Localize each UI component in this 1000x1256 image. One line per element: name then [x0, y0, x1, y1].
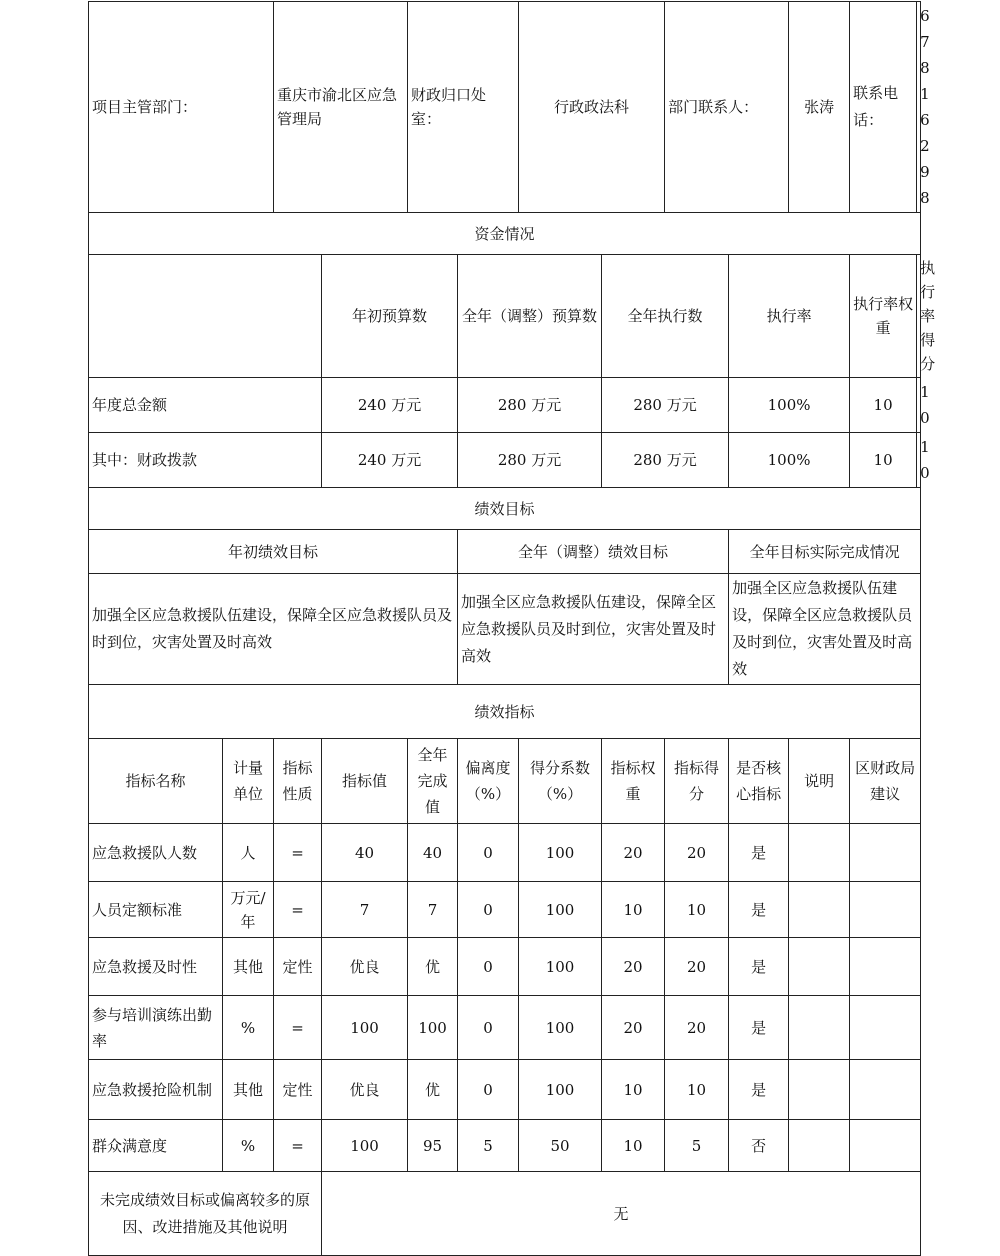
funds-col-adjusted: 全年（调整）预算数	[458, 255, 602, 378]
ind-nature: =	[274, 824, 322, 882]
goals-actual-text: 加强全区应急救援队伍建设，保障全区应急救援队员及时到位，灾害处置及时高效	[729, 574, 921, 685]
indicator-row	[89, 938, 921, 996]
indicators-header-row	[89, 739, 921, 824]
ind-unit: %	[223, 996, 274, 1060]
ind-col-score: 指标得分	[665, 739, 729, 824]
ind-unit: 其他	[223, 938, 274, 996]
indicator-row	[89, 1060, 921, 1120]
ind-name: 应急救援抢险机制	[89, 1060, 223, 1120]
goals-col-initial: 年初绩效目标	[89, 530, 458, 574]
ind-nature: =	[274, 882, 322, 938]
funds-cell: 240 万元	[322, 378, 458, 433]
ind-deviation: 0	[458, 1060, 519, 1120]
ind-target: 7	[322, 882, 408, 938]
ind-deviation: 0	[458, 824, 519, 882]
funds-col-score: 执行率得分	[917, 255, 921, 378]
contact-value: 张涛	[789, 2, 850, 213]
goals-col-actual: 全年目标实际完成情况	[729, 530, 921, 574]
performance-evaluation-table	[88, 1, 936, 1256]
funds-col-weight: 执行率权重	[850, 255, 917, 378]
ind-unit: 人	[223, 824, 274, 882]
funds-cell: 10	[850, 433, 917, 488]
ind-deviation: 0	[458, 996, 519, 1060]
funds-header-row	[89, 255, 921, 378]
goals-initial-text: 加强全区应急救援队伍建设，保障全区应急救援队员及时到位，灾害处置及时高效	[89, 574, 458, 685]
ind-nature: 定性	[274, 1060, 322, 1120]
ind-suggestion	[850, 1060, 921, 1120]
ind-suggestion	[850, 882, 921, 938]
ind-completed: 40	[408, 824, 458, 882]
ind-name: 参与培训演练出勤率	[89, 996, 223, 1060]
funds-col-rate: 执行率	[729, 255, 850, 378]
goals-header-row	[89, 530, 921, 574]
footer-row	[89, 1172, 921, 1256]
ind-col-core: 是否核心指标	[729, 739, 789, 824]
ind-score: 10	[665, 882, 729, 938]
ind-col-name: 指标名称	[89, 739, 223, 824]
goals-adjusted-text: 加强全区应急救援队伍建设，保障全区应急救援队员及时到位，灾害处置及时高效	[458, 574, 729, 685]
ind-note	[789, 1120, 850, 1172]
ind-note	[789, 996, 850, 1060]
dept-value: 重庆市渝北区应急管理局	[274, 2, 408, 213]
ind-completed: 7	[408, 882, 458, 938]
funds-section-title: 资金情况	[89, 213, 921, 255]
contact-label: 部门联系人：	[665, 2, 789, 213]
ind-weight: 20	[602, 824, 665, 882]
ind-name: 人员定额标准	[89, 882, 223, 938]
funds-cell: 10	[917, 378, 921, 433]
footer-value: 无	[322, 1172, 921, 1256]
finance-value: 行政政法科	[519, 2, 665, 213]
ind-coefficient: 100	[519, 882, 602, 938]
funds-blank-header	[89, 255, 322, 378]
funds-col-executed: 全年执行数	[602, 255, 729, 378]
funds-cell: 10	[850, 378, 917, 433]
indicator-row	[89, 1120, 921, 1172]
ind-note	[789, 938, 850, 996]
ind-coefficient: 100	[519, 938, 602, 996]
ind-score: 5	[665, 1120, 729, 1172]
funds-row-label: 其中：财政拨款	[89, 433, 322, 488]
ind-col-target: 指标值	[322, 739, 408, 824]
indicator-row	[89, 996, 921, 1060]
ind-coefficient: 100	[519, 824, 602, 882]
ind-target: 优良	[322, 1060, 408, 1120]
ind-completed: 100	[408, 996, 458, 1060]
ind-deviation: 0	[458, 938, 519, 996]
ind-completed: 优	[408, 938, 458, 996]
ind-name: 群众满意度	[89, 1120, 223, 1172]
ind-weight: 20	[602, 996, 665, 1060]
funds-row	[89, 433, 921, 488]
ind-deviation: 5	[458, 1120, 519, 1172]
ind-note	[789, 882, 850, 938]
ind-note	[789, 824, 850, 882]
ind-deviation: 0	[458, 882, 519, 938]
goals-col-adjusted: 全年（调整）绩效目标	[458, 530, 729, 574]
ind-coefficient: 50	[519, 1120, 602, 1172]
ind-core: 是	[729, 824, 789, 882]
ind-nature: =	[274, 996, 322, 1060]
ind-coefficient: 100	[519, 1060, 602, 1120]
ind-col-suggestion: 区财政局建议	[850, 739, 921, 824]
header-row	[89, 2, 921, 213]
ind-completed: 95	[408, 1120, 458, 1172]
ind-core: 是	[729, 996, 789, 1060]
ind-score: 20	[665, 938, 729, 996]
ind-score: 10	[665, 1060, 729, 1120]
funds-col-initial: 年初预算数	[322, 255, 458, 378]
funds-cell: 280 万元	[458, 433, 602, 488]
ind-target: 40	[322, 824, 408, 882]
goals-section-title: 绩效目标	[89, 488, 921, 530]
funds-cell: 280 万元	[458, 378, 602, 433]
ind-suggestion	[850, 996, 921, 1060]
ind-name: 应急救援队人数	[89, 824, 223, 882]
funds-cell: 100%	[729, 378, 850, 433]
funds-row	[89, 378, 921, 433]
ind-unit: 其他	[223, 1060, 274, 1120]
ind-suggestion	[850, 824, 921, 882]
ind-core: 是	[729, 1060, 789, 1120]
ind-target: 100	[322, 996, 408, 1060]
ind-weight: 10	[602, 882, 665, 938]
ind-completed: 优	[408, 1060, 458, 1120]
dept-label: 项目主管部门：	[89, 2, 274, 213]
ind-col-deviation: 偏离度（%）	[458, 739, 519, 824]
ind-core: 是	[729, 938, 789, 996]
ind-name: 应急救援及时性	[89, 938, 223, 996]
indicators-section-title: 绩效指标	[89, 685, 921, 739]
ind-suggestion	[850, 938, 921, 996]
funds-cell: 240 万元	[322, 433, 458, 488]
phone-label: 联系电话：	[850, 2, 917, 213]
funds-cell: 10	[917, 433, 921, 488]
funds-cell: 280 万元	[602, 433, 729, 488]
ind-col-nature: 指标性质	[274, 739, 322, 824]
ind-core: 否	[729, 1120, 789, 1172]
ind-score: 20	[665, 996, 729, 1060]
ind-nature: =	[274, 1120, 322, 1172]
ind-weight: 10	[602, 1060, 665, 1120]
funds-cell: 280 万元	[602, 378, 729, 433]
goals-values-row	[89, 574, 921, 685]
ind-target: 100	[322, 1120, 408, 1172]
ind-col-note: 说明	[789, 739, 850, 824]
funds-cell: 100%	[729, 433, 850, 488]
ind-nature: 定性	[274, 938, 322, 996]
ind-col-unit: 计量单位	[223, 739, 274, 824]
phone-value: 67816298	[917, 2, 921, 213]
ind-score: 20	[665, 824, 729, 882]
ind-unit: 万元/年	[223, 882, 274, 938]
finance-label: 财政归口处室：	[408, 2, 519, 213]
funds-row-label: 年度总金额	[89, 378, 322, 433]
ind-coefficient: 100	[519, 996, 602, 1060]
ind-col-completed: 全年完成值	[408, 739, 458, 824]
footer-label: 未完成绩效目标或偏离较多的原因、改进措施及其他说明	[89, 1172, 322, 1256]
indicator-row	[89, 882, 921, 938]
ind-core: 是	[729, 882, 789, 938]
ind-weight: 10	[602, 1120, 665, 1172]
ind-suggestion	[850, 1120, 921, 1172]
ind-col-weight: 指标权重	[602, 739, 665, 824]
ind-unit: %	[223, 1120, 274, 1172]
ind-col-coefficient: 得分系数（%）	[519, 739, 602, 824]
ind-note	[789, 1060, 850, 1120]
indicator-row	[89, 824, 921, 882]
ind-weight: 20	[602, 938, 665, 996]
ind-target: 优良	[322, 938, 408, 996]
